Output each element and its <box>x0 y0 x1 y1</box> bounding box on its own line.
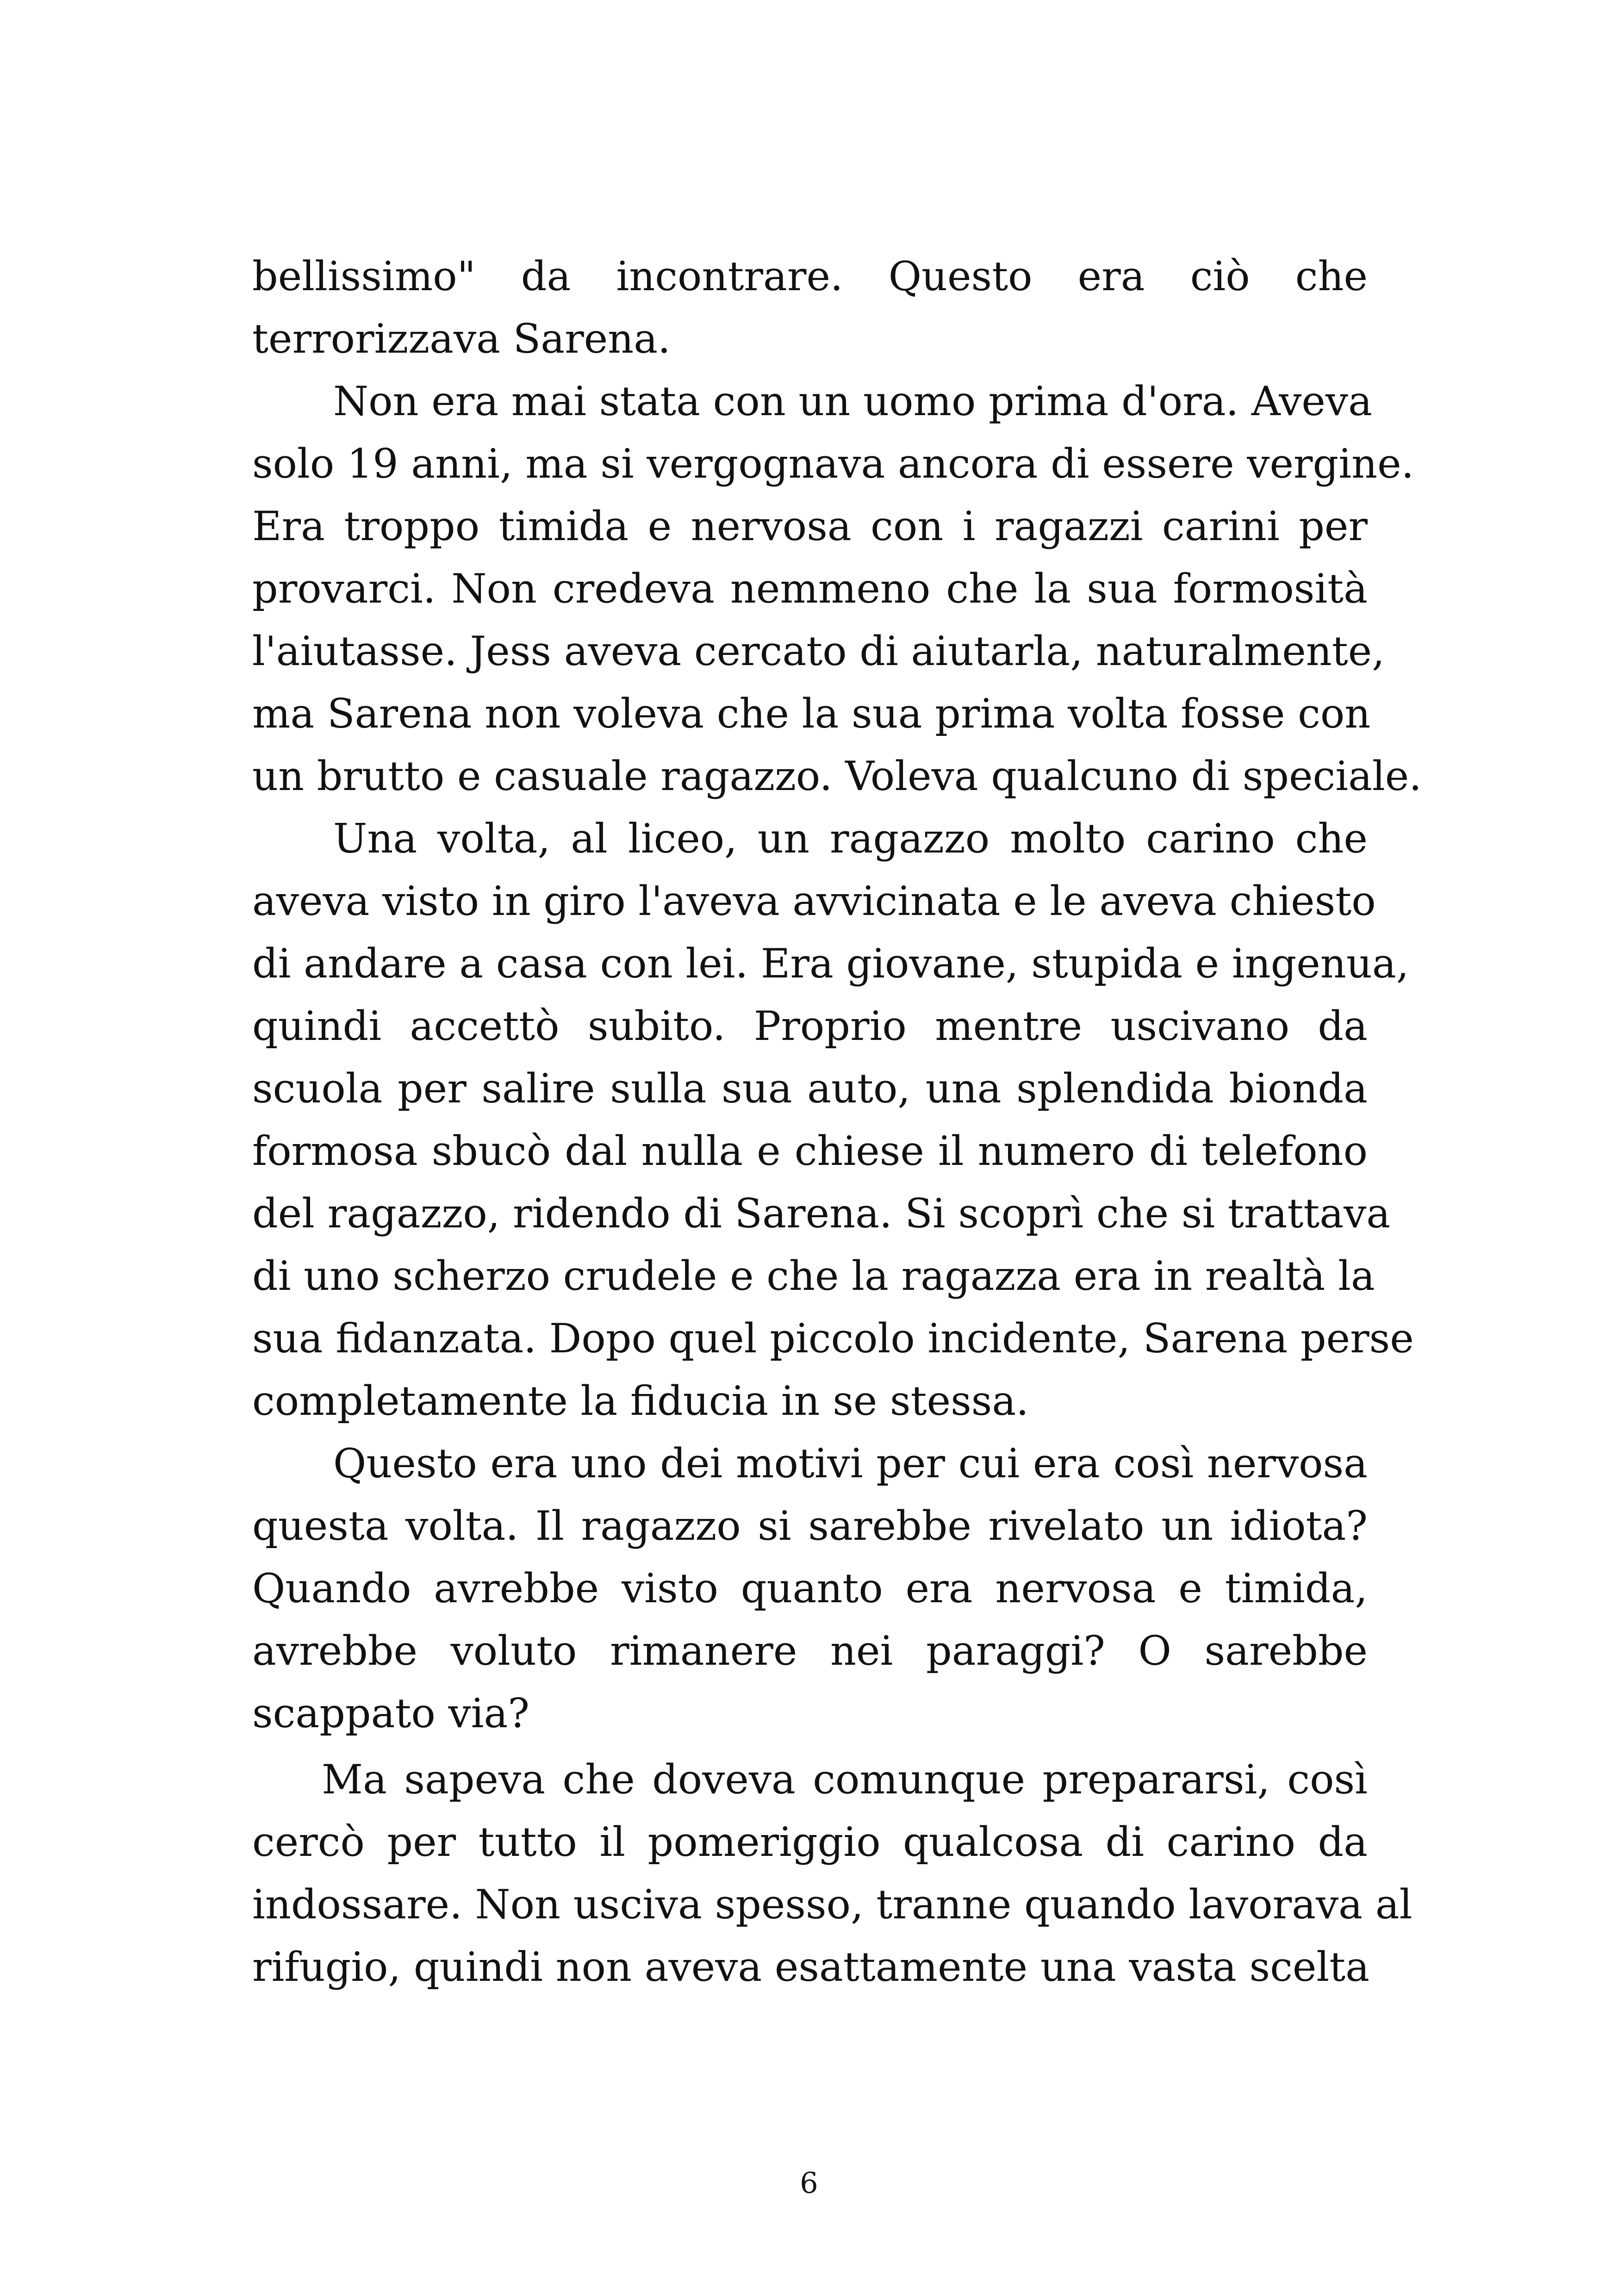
text-line: l'aiutasse. Jess aveva cercato di aiutarla, naturalmente, <box>252 628 1385 675</box>
text-line: solo 19 anni, ma si vergognava ancora di essere vergine. <box>252 440 1414 487</box>
text-line: scappato via? <box>252 1690 529 1737</box>
text-line: Non era mai stata con un uomo prima d'ora. Aveva <box>333 378 1372 425</box>
paragraph-gap <box>252 1745 1368 1748</box>
text-line: cercò per tutto il pomeriggio qualcosa di carino da <box>252 1818 1368 1866</box>
text-line: ma Sarena non voleva che la sua prima volta fosse con <box>252 690 1371 737</box>
body-text <box>252 245 1422 1998</box>
text-line: Era troppo timida e nervosa con i ragazzi carini per <box>252 503 1368 550</box>
text-line: sua fidanzata. Dopo quel piccolo incidente, Sarena perse <box>252 1315 1414 1362</box>
text-line: Una volta, al liceo, un ragazzo molto carino che <box>333 815 1368 862</box>
text-line: avrebbe voluto rimanere nei paraggi? O sarebbe <box>252 1627 1368 1674</box>
text-line: del ragazzo, ridendo di Sarena. Si scoprì che si trattava <box>252 1190 1391 1237</box>
text-line: completamente la fiducia in se stessa. <box>252 1377 1029 1425</box>
text-line: formosa sbucò dal nulla e chiese il numero di telefono <box>252 1127 1368 1175</box>
text-line: Questo era uno dei motivi per cui era così nervosa <box>333 1440 1368 1487</box>
text-line: indossare. Non usciva spesso, tranne quando lavorava al <box>252 1881 1413 1928</box>
text-line: un brutto e casuale ragazzo. Voleva qualcuno di speciale. <box>252 753 1422 800</box>
text-line: provarci. Non credeva nemmeno che la sua formosità <box>252 565 1368 612</box>
text-line: quindi accettò subito. Proprio mentre uscivano da <box>252 1002 1368 1050</box>
text-line: Quando avrebbe visto quanto era nervosa e timida, <box>252 1565 1368 1612</box>
text-line: di uno scherzo crudele e che la ragazza era in realtà la <box>252 1252 1375 1300</box>
page-number: 6 <box>800 2166 818 2200</box>
text-line: di andare a casa con lei. Era giovane, stupida e ingenua, <box>252 940 1409 987</box>
text-line: Ma sapeva che doveva comunque prepararsi, così <box>322 1756 1368 1803</box>
text-line: aveva visto in giro l'aveva avvicinata e le aveva chiesto <box>252 877 1376 925</box>
text-line: terrorizzava Sarena. <box>252 315 671 362</box>
text-line: scuola per salire sulla sua auto, una splendida bionda <box>252 1065 1368 1112</box>
text-line: questa volta. Il ragazzo si sarebbe rivelato un idiota? <box>252 1502 1368 1549</box>
text-line: rifugio, quindi non aveva esattamente una vasta scelta <box>252 1943 1370 1991</box>
text-line: bellissimo" da incontrare. Questo era ciò che <box>252 253 1368 300</box>
